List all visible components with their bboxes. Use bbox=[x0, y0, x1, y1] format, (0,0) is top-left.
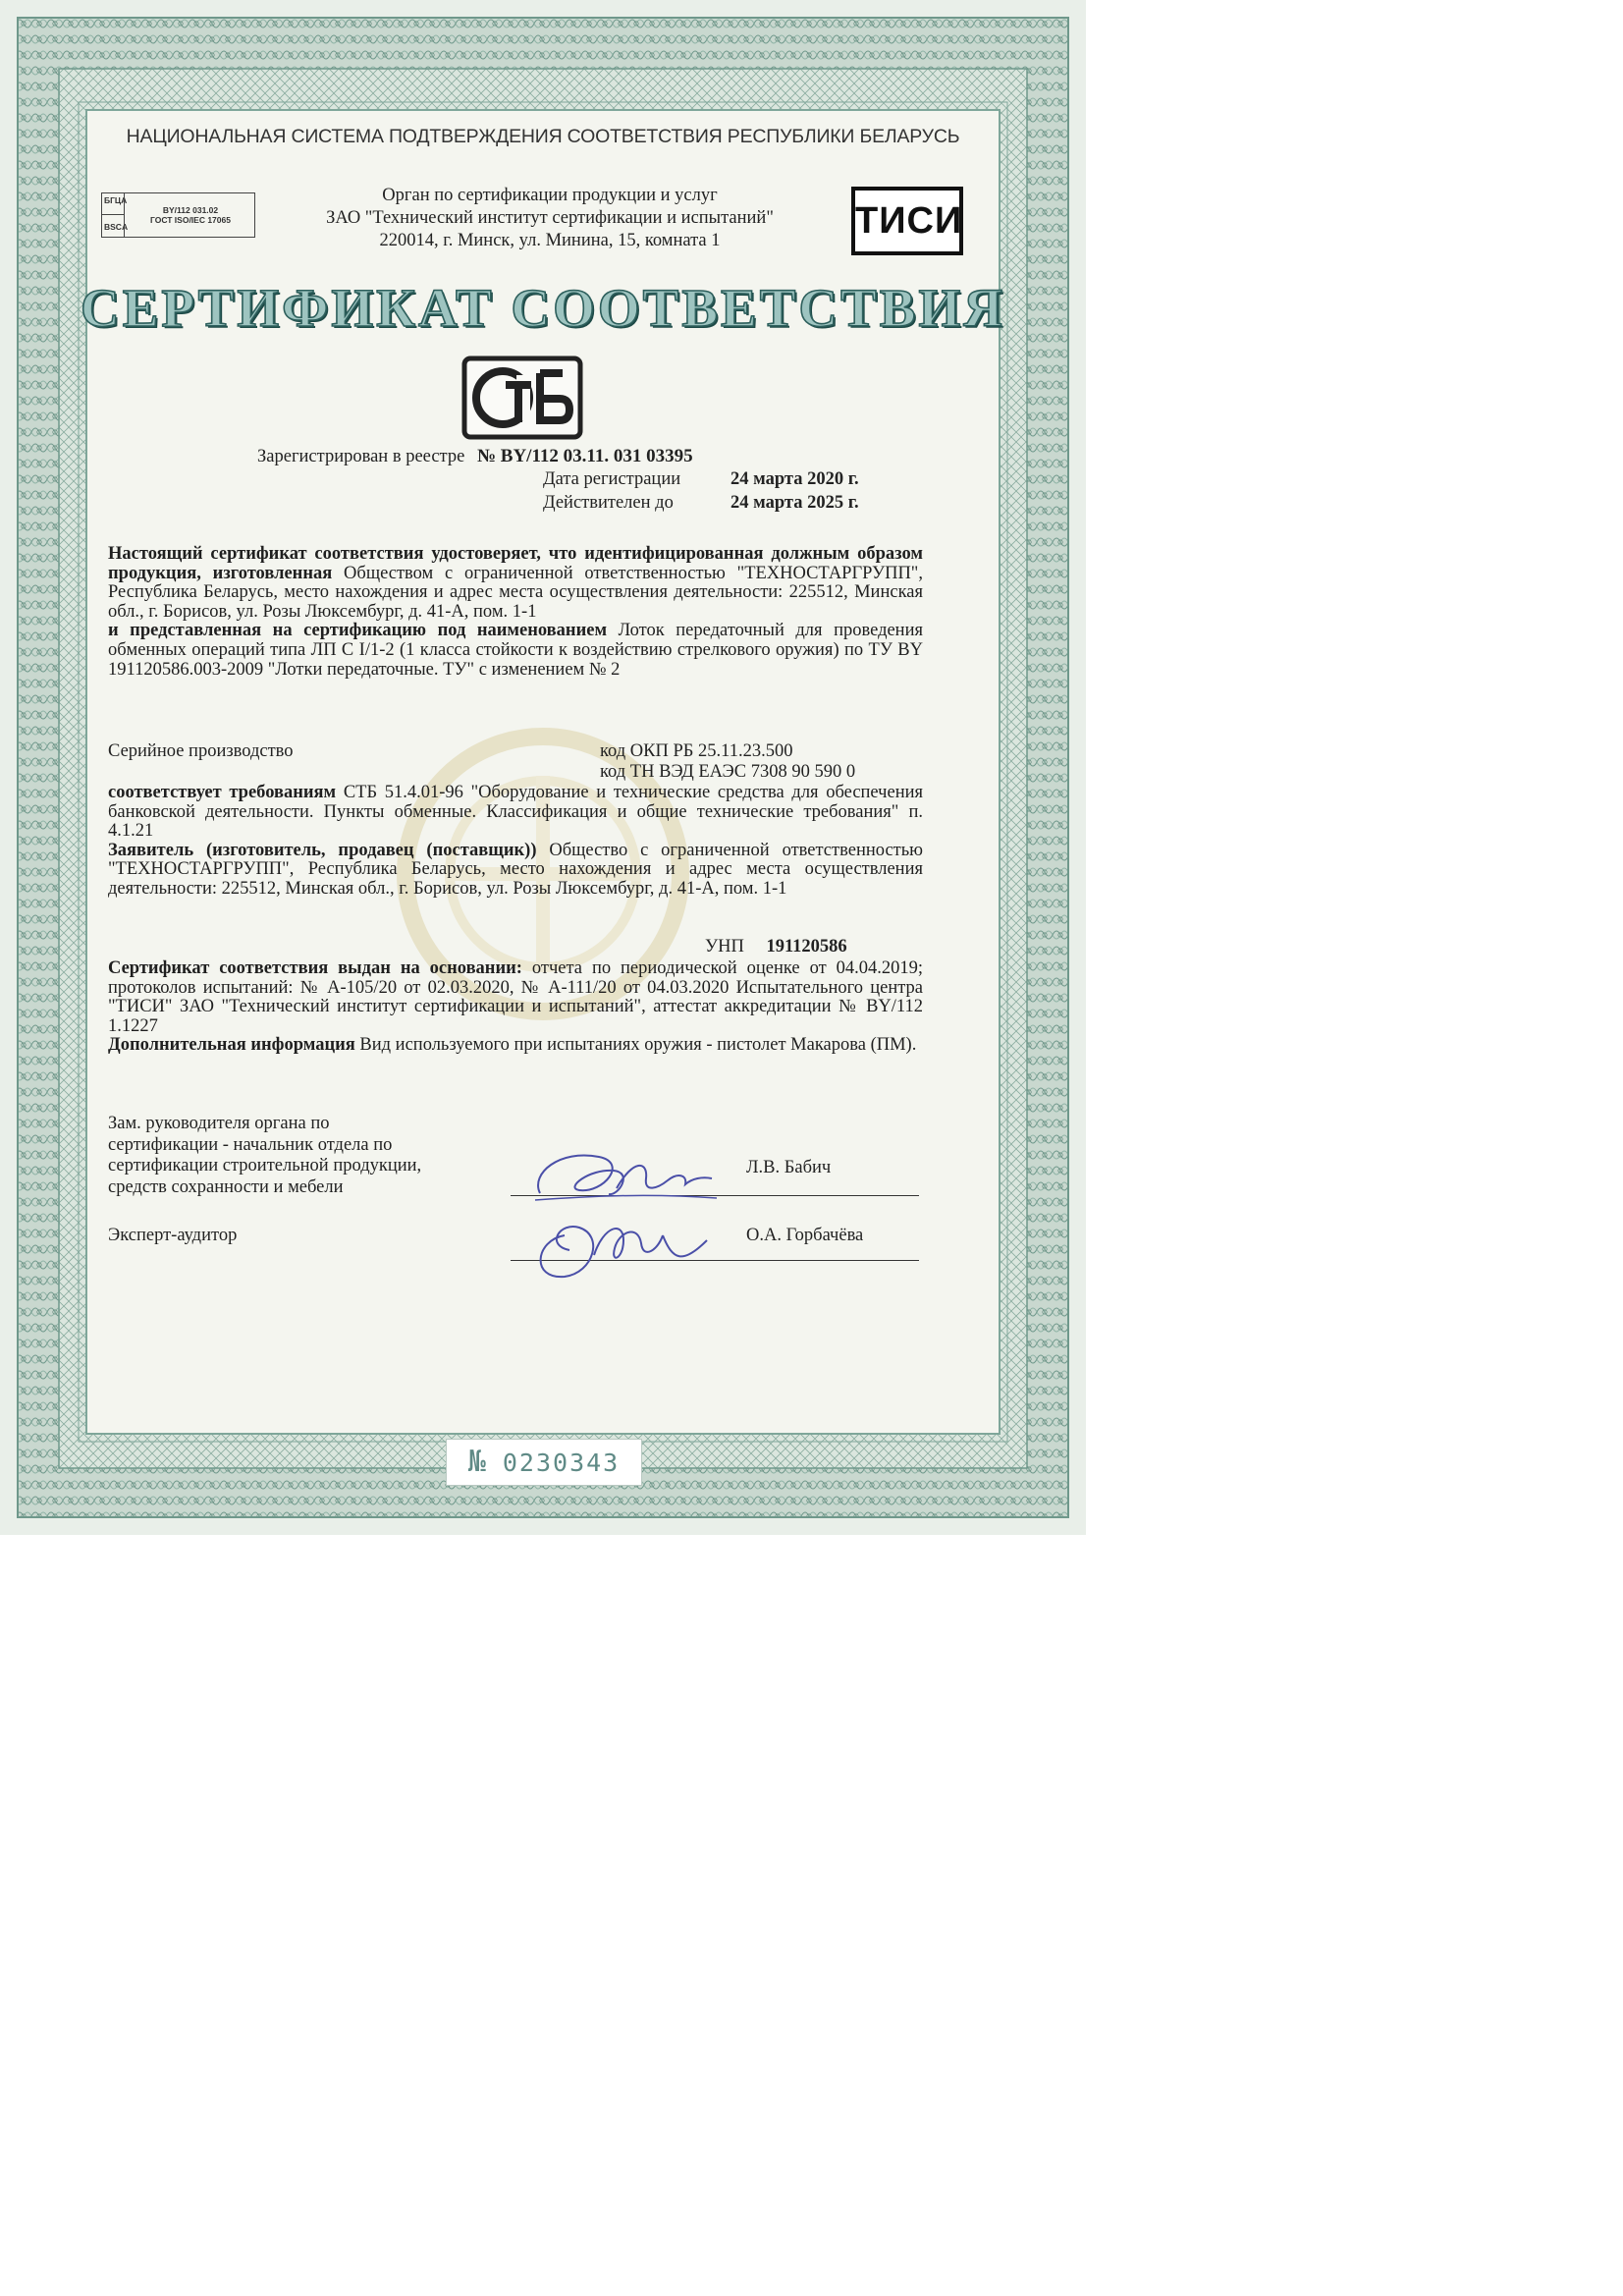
additional-bold: Дополнительная информация bbox=[108, 1035, 355, 1056]
additional-text: Вид используемого при испытаниях оружия - пистолет Макарова (ПМ). bbox=[354, 1035, 917, 1056]
valid-until-date: 24 марта 2025 г. bbox=[730, 493, 859, 513]
national-system-heading: НАЦИОНАЛЬНАЯ СИСТЕМА ПОДТВЕРЖДЕНИЯ СООТВЕТСТВИЯ РЕСПУБЛИКИ БЕЛАРУСЬ bbox=[126, 126, 960, 147]
registration-date-label: Дата регистрации bbox=[543, 469, 681, 489]
certification-body bbox=[255, 185, 844, 252]
unp-value: 191120586 bbox=[766, 937, 847, 957]
unp-label: УНП bbox=[705, 937, 744, 957]
registry-label: Зарегистрирован в реестре bbox=[257, 447, 465, 466]
valid-until-label: Действителен до bbox=[543, 493, 674, 513]
expert-name: О.А. Горбачёва bbox=[746, 1226, 864, 1245]
unp-line bbox=[705, 937, 847, 957]
serial-production: Серийное производство bbox=[108, 741, 294, 761]
certificate-body bbox=[108, 545, 923, 680]
accreditation-standard: ГОСТ ISO/IEC 17065 bbox=[150, 215, 231, 225]
basis-paragraph bbox=[108, 959, 923, 1036]
applicant-bold: Заявитель (изготовитель, продавец (поставщик)) bbox=[108, 840, 537, 860]
additional-paragraph bbox=[108, 1036, 923, 1056]
submitted-text: Лоток передаточный для проведения обменных операций типа ЛП С I/1-2 (1 класса стойкости к воздействию стрелкового оружия) по ТУ BY 191120586.003-2009 "Лотки передаточные. ТУ" с изменением № 2 bbox=[108, 621, 923, 680]
registry-line bbox=[257, 446, 693, 467]
product-paragraph bbox=[108, 622, 923, 680]
applicant-text: Общество с ограниченной ответственностью "ТЕХНОСТАРГРУПП", Республика Беларусь, место нахождения и адрес места осуществления деятельности: 225512, Минская обл., г. Борисов, ул. Розы Люксембург, д. 41-А, пом. 1-1 bbox=[108, 840, 924, 899]
form-number-value: 0230343 bbox=[502, 1449, 621, 1477]
conforms-bold: соответствует требованиям bbox=[108, 783, 337, 802]
organ-line: ЗАО "Технический институт сертификации и испытаний" bbox=[326, 208, 774, 228]
registration-date: 24 марта 2020 г. bbox=[730, 469, 859, 489]
official-title-line: Зам. руководителя органа по bbox=[108, 1114, 330, 1133]
accreditation-label-bottom: BSCA bbox=[104, 222, 129, 232]
basis-text: отчета по периодической оценке от 04.04.2019; протоколов испытаний: № А-105/20 от 02.03.2020, № А-111/20 от 04.03.2020 Испытательного центра "ТИСИ" ЗАО "Технический институт сертификации и испытаний", аттестат аккредитации № BY/112 1.1227 bbox=[108, 958, 923, 1036]
basis-block bbox=[108, 959, 923, 1056]
certificate-title: СЕРТИФИКАТ СООТВЕТСТВИЯ bbox=[81, 278, 1005, 338]
organ-line: Орган по сертификации продукции и услуг bbox=[382, 186, 718, 205]
official-title-line: средств сохранности и мебели bbox=[108, 1176, 344, 1197]
manufacturer-paragraph bbox=[108, 545, 923, 622]
basis-bold: Сертификат соответствия выдан на основании: bbox=[108, 958, 522, 978]
intro-text: Обществом с ограниченной ответственностью "ТЕХНОСТАРГРУПП", Республика Беларусь, место нахождения и адрес места осуществления деятельности: 225512, Минская обл., г. Борисов, ул. Розы Люксембург, д. 41-А, пом. 1-1 bbox=[108, 563, 923, 622]
official-name: Л.В. Бабич bbox=[746, 1158, 832, 1177]
number-sign: № bbox=[467, 1445, 486, 1479]
applicant-paragraph bbox=[108, 842, 923, 900]
requirements-block bbox=[108, 784, 923, 900]
tisi-logo: ТИСИ bbox=[851, 187, 963, 255]
stb-conformity-mark bbox=[461, 355, 583, 440]
conformity-paragraph bbox=[108, 784, 923, 842]
registry-number: № BY/112 03.11. 031 03395 bbox=[476, 446, 693, 466]
submitted-bold: и представленная на сертификацию под наименованием bbox=[108, 621, 608, 641]
intro-bold: Настоящий сертификат соответствия удостоверяет, что идентифицированная должным образом продукция, изготовленная bbox=[108, 544, 923, 583]
tnved-code: код ТН ВЭД ЕАЭС 7308 90 590 0 bbox=[600, 762, 856, 782]
accreditation-badge bbox=[101, 192, 255, 238]
conforms-text: СТБ 51.4.01-96 "Оборудование и технические средства для обеспечения банковской деятельности. Пункты обменные. Классификация и общие технические требования" п. 4.1.21 bbox=[108, 783, 924, 842]
certificate-page bbox=[0, 0, 1086, 1535]
organ-line: 220014, г. Минск, ул. Минина, 15, комната 1 bbox=[379, 231, 721, 250]
form-serial-number bbox=[446, 1439, 642, 1486]
expert-title: Эксперт-аудитор bbox=[108, 1226, 238, 1245]
expert-signature bbox=[525, 1206, 722, 1294]
official-title-line: сертификации - начальник отдела по bbox=[108, 1134, 393, 1155]
accreditation-number: BY/112 031.02 bbox=[162, 205, 219, 215]
official-title-line: сертификации строительной продукции, bbox=[108, 1156, 422, 1175]
okp-code: код ОКП РБ 25.11.23.500 bbox=[600, 741, 793, 761]
official-title bbox=[108, 1114, 421, 1198]
accreditation-label-top: БГЦА bbox=[104, 195, 128, 205]
